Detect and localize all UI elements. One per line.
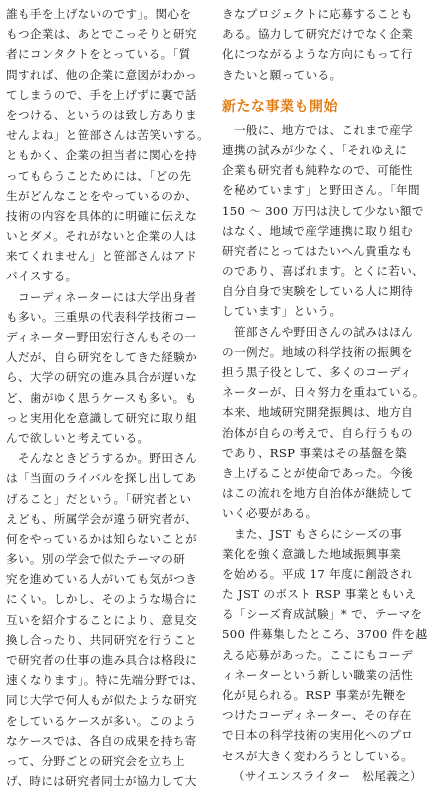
- text-line: てしまうので、手を上げずに裏で話: [6, 87, 197, 102]
- text-line: げること」だという。「研究者とい: [6, 491, 192, 506]
- text-line: ディネーター野田宏行さんもその一: [6, 330, 197, 344]
- text-line: 換し合ったり、共同研究を行うこと: [6, 632, 198, 647]
- right-column-top-text: [222, 4, 426, 85]
- text-line: の一例だ。地域の科学技術の振興を: [222, 344, 414, 359]
- text-line: コーディネーターには大学出身者: [6, 289, 197, 304]
- text-line: っと実用化を意識して研究に取り組: [6, 410, 198, 425]
- text-line: 互いを紹介することにより、意見交: [6, 612, 198, 627]
- text-line: 人だが、自ら研究をしてきた経験か: [6, 350, 198, 365]
- text-line: 問すれば、他の企業に意図がわかっ: [6, 67, 198, 82]
- text-line: を秘めています」と野田さん。「年間: [222, 183, 420, 198]
- text-line: のであり、喜ばれます。とくに若い、: [222, 264, 425, 279]
- text-line: なケースでは、各自の成果を持ち寄: [6, 733, 197, 748]
- text-line: 治体が自らの考えで、自ら行うもの: [222, 425, 413, 440]
- text-line: 本来、地域研究開発振興は、地方自: [222, 405, 414, 420]
- text-line: ともかく、企業の担当者に関心を持: [6, 148, 197, 163]
- text-line: 速くなります」。特に先端分野では、: [6, 673, 204, 688]
- text-line: える応募があった。ここにもコーデ: [222, 647, 413, 662]
- text-line: 企業も研究者も純粋なので、可能性: [222, 163, 413, 178]
- text-line: で研究者の仕事の進み具合は格段に: [6, 653, 198, 667]
- text-line: しています」という。: [222, 304, 342, 319]
- text-line: 究を進めている人がいても気がつき: [6, 572, 198, 587]
- right-column: [222, 4, 426, 786]
- text-line: 連携の試みが少なく、「それゆえに: [222, 142, 408, 157]
- text-line: ある。協力して研究だけでなく企業: [222, 27, 414, 42]
- text-line: は「当面のライバルを探し出してあ: [6, 471, 197, 486]
- text-line: って、分野ごとの研究会を立ち上: [6, 753, 185, 768]
- text-line: 150 ～ 300 万円は決して少ない額で: [222, 203, 424, 218]
- text-line: つけたコーディネーター、その存在: [222, 708, 412, 723]
- text-line: をしているケースが多い。このよう: [6, 713, 197, 728]
- text-line: で日本の科学技術の実用化へのプロ: [222, 728, 414, 743]
- text-line: 化につながるような方向にもって行: [222, 47, 413, 62]
- section-heading: 新たな事業も開始: [222, 98, 338, 115]
- text-line: 500 件募集したところ、3700 件を越: [222, 627, 428, 642]
- text-line: ら、大学の研究の進み具合が遅いな: [6, 370, 198, 385]
- author-byline: （サイエンスライター 松尾義之）: [232, 768, 422, 783]
- text-line: バイスする。: [6, 269, 78, 284]
- text-line: もつ企業は、あとでこっそりと研究: [6, 27, 197, 42]
- right-column-body-text: [222, 120, 426, 766]
- text-line: ネーターが、日々努力を重ねている。: [222, 385, 425, 400]
- text-line: 業化を強く意識した地域振興事業: [222, 546, 402, 561]
- text-line: にくい。しかし、そのような場合に: [6, 592, 198, 607]
- text-line: いく必要がある。: [222, 506, 318, 521]
- text-line: る「シーズ育成試験」* で、テーマを: [222, 607, 423, 622]
- text-line: ィネーターという新しい職業の活性: [222, 667, 414, 682]
- text-line: また、JST もさらにシーズの事: [222, 526, 403, 541]
- text-line: ど、歯がゆく思うケースも多い。も: [6, 390, 197, 405]
- text-line: きなプロジェクトに応募することも: [222, 7, 413, 21]
- text-line: 技術の内容を具体的に明確に伝えな: [6, 208, 198, 223]
- text-line: 者にコンタクトをとっている。「質: [6, 47, 191, 62]
- text-line: 一般に、地方では、これまで産学: [222, 122, 414, 137]
- text-line: であり、RSP 事業はその基盤を築: [222, 445, 407, 460]
- text-line: き上げることが使命であった。今後: [222, 465, 413, 480]
- text-line: をつける、というのは致し方ありま: [6, 107, 198, 122]
- text-line: せんよね」と笹部さんは苦笑いする。: [6, 128, 210, 143]
- text-line: げ、時には研究者同士が協力して大: [6, 774, 197, 789]
- text-line: 同じ大学で何人もが似たような研究: [6, 693, 198, 708]
- left-column: [6, 4, 210, 791]
- text-line: えども、所属学会が違う研究者が、: [6, 511, 198, 526]
- text-line: 自分自身で実験をしている人に期待: [222, 284, 414, 299]
- text-line: 来てくれません」と笹部さんはアド: [6, 249, 198, 264]
- text-line: んで欲しいと考えている。: [6, 430, 150, 445]
- text-line: を始める。平成 17 年度に創設され: [222, 566, 413, 581]
- text-line: た JST のポスト RSP 事業ともいえ: [222, 587, 417, 602]
- text-line: 担う黒子役として、多くのコーディ: [222, 365, 412, 379]
- text-line: 研究者にとってはたいへん貴重なも: [222, 243, 413, 258]
- text-line: 何をやっているかは知らないことが: [6, 531, 198, 546]
- text-line: はなく、地域で産学連携に取り組む: [222, 223, 413, 238]
- text-line: きたいと願っている。: [222, 67, 342, 82]
- text-line: いとダメ。それがないと企業の人は: [6, 229, 197, 244]
- text-line: ってもらうことためには、「どの先: [6, 168, 192, 183]
- text-line: 誰も手を上げないのです」。関心を: [6, 7, 192, 21]
- text-line: セスが大きく変わろうとしている。: [222, 748, 414, 763]
- text-line: 化が見られる。RSP 事業が先鞭を: [222, 688, 407, 702]
- text-line: 生がどんなことをやっているのか、: [6, 188, 198, 203]
- text-line: はこの流れを地方自治体が継続して: [222, 486, 414, 501]
- section-heading-row: [222, 93, 426, 119]
- text-line: そんなときどうするか。野田さん: [6, 451, 198, 466]
- text-line: 笹部さんや野田さんの試みはほん: [222, 324, 414, 339]
- text-line: も多い。三重県の代表科学技術コー: [6, 309, 198, 324]
- text-line: 多い。別の学会で似たテーマの研: [6, 552, 186, 567]
